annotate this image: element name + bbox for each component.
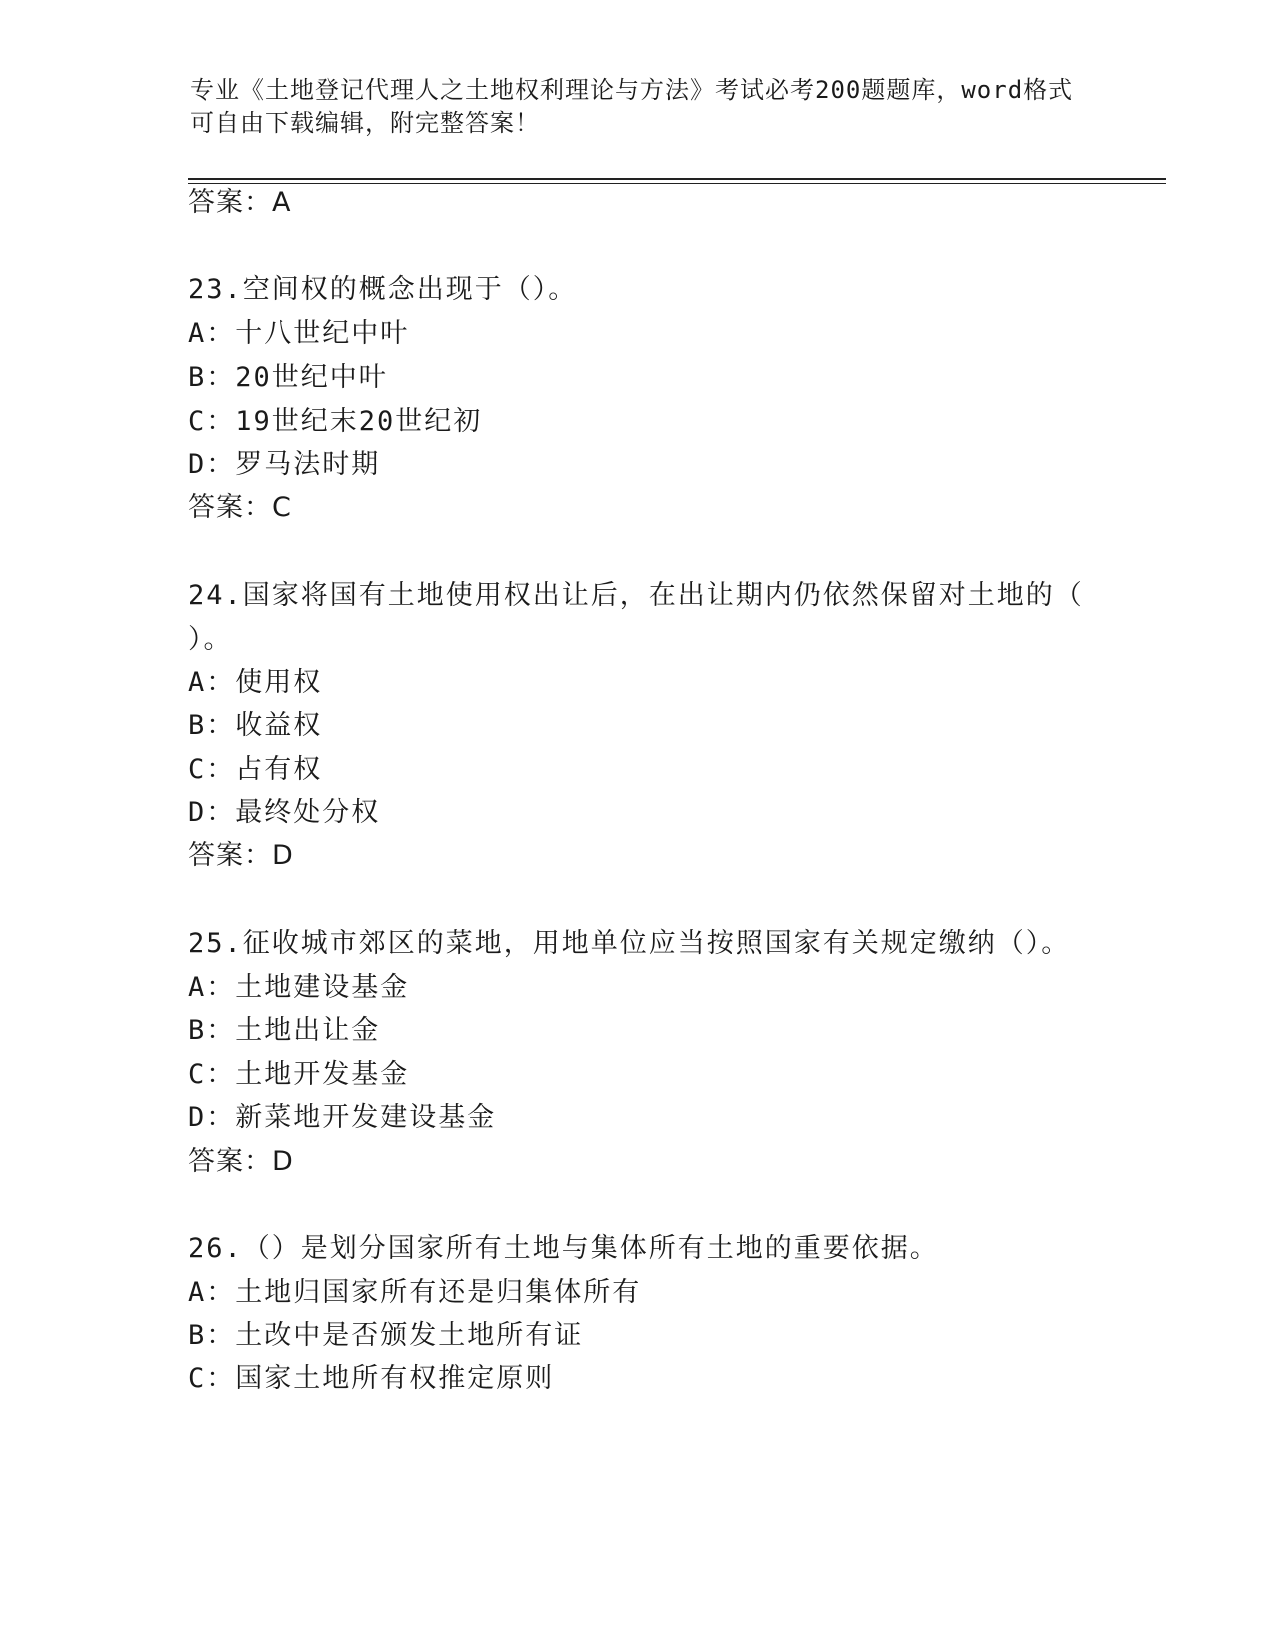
question-26-option-b: B：土改中是否颁发土地所有证 [188,1320,584,1351]
header-divider-thin [188,183,1166,184]
question-24-stem-line-1: 24.国家将国有土地使用权出让后，在出让期内仍依然保留对土地的（ [188,580,1084,611]
question-24-option-a: A：使用权 [188,667,323,698]
question-26-option-a: A：土地归国家所有还是归集体所有 [188,1277,642,1308]
question-25-stem: 25.征收城市郊区的菜地，用地单位应当按照国家有关规定缴纳（）。 [188,928,1071,959]
question-23-option-d: D：罗马法时期 [188,449,381,480]
header-line-2: 可自由下载编辑，附完整答案！ [190,109,540,137]
question-24-option-d: D：最终处分权 [188,797,381,828]
question-25-option-a: A：土地建设基金 [188,972,410,1003]
question-24-option-b: B：收益权 [188,710,323,741]
previous-answer: 答案：A [188,187,292,218]
document-header [190,74,1090,140]
question-23-stem: 23.空间权的概念出现于（）。 [188,274,578,305]
question-26-option-c: C：国家土地所有权推定原则 [188,1363,555,1394]
question-23-answer: 答案：C [188,492,292,523]
question-26-stem: 26.（）是划分国家所有土地与集体所有土地的重要依据。 [188,1233,939,1264]
question-23-option-b: B：20世纪中叶 [188,362,388,393]
header-line-1: 专业《土地登记代理人之土地权利理论与方法》考试必考200题题库，word格式 [190,76,1074,104]
question-24-stem-line-2: ）。 [188,624,233,655]
question-25-option-c: C：土地开发基金 [188,1059,410,1090]
question-25-option-b: B：土地出让金 [188,1015,381,1046]
question-23-option-c: C：19世纪末20世纪初 [188,406,483,437]
question-24-answer: 答案：D [188,840,294,871]
question-25-answer: 答案：D [188,1146,294,1177]
question-25-option-d: D：新菜地开发建设基金 [188,1102,497,1133]
question-23-option-a: A：十八世纪中叶 [188,318,410,349]
question-24-option-c: C：占有权 [188,754,323,785]
header-divider-thick [188,178,1166,180]
